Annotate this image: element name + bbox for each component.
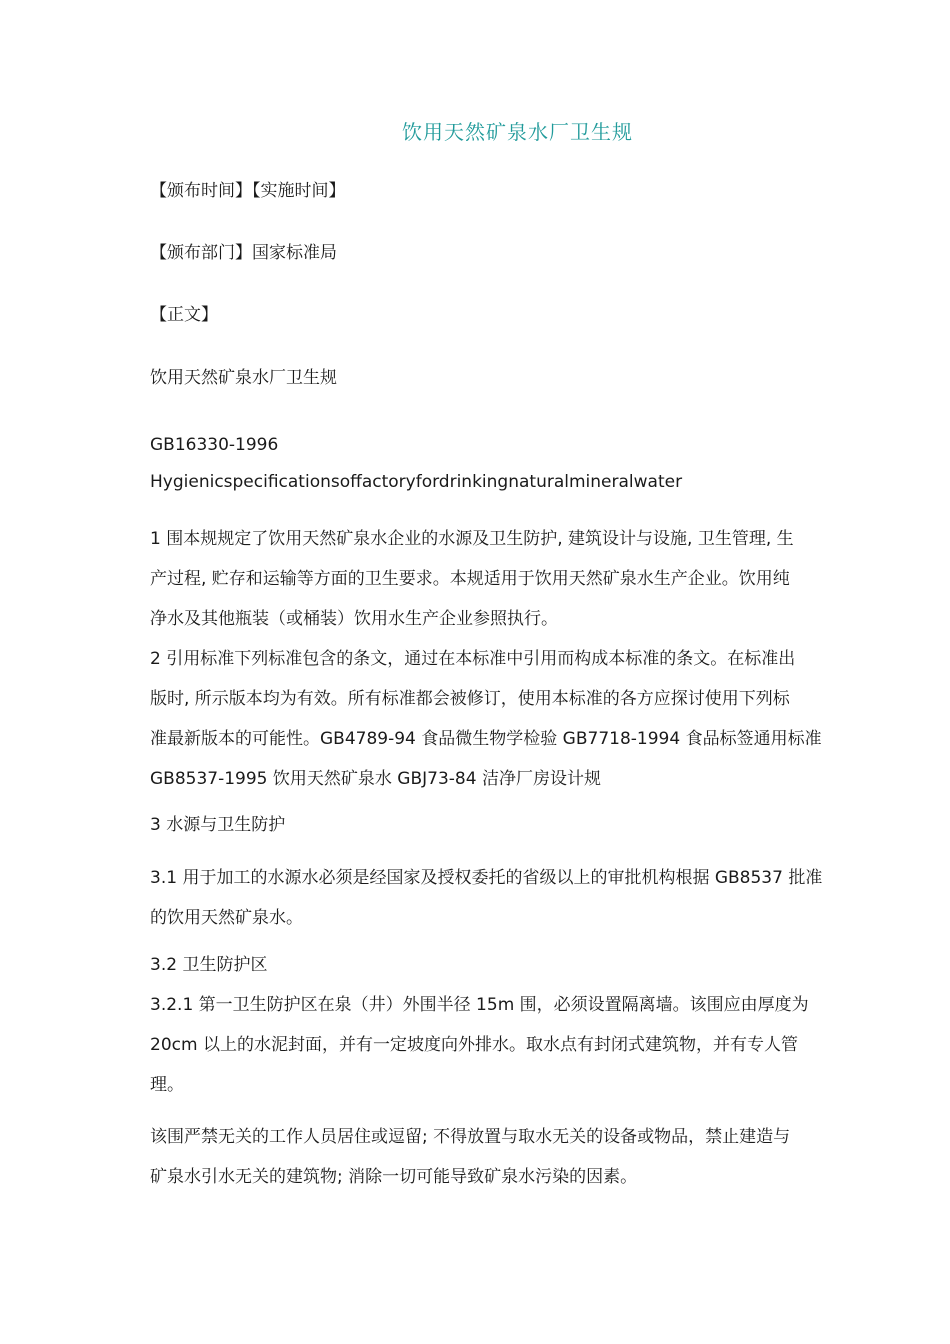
section-3-2-1-line: 3.2.1 第一卫生防护区在泉（井）外围半径 15m 围，必须设置隔离墙。该围应由厚度为 (150, 995, 809, 1015)
section-2-line: 2 引用标准下列标准包含的条文，通过在本标准中引用而构成本标准的条文。在标准出 (150, 649, 796, 669)
section-2 (150, 639, 890, 799)
section-3-2-1-line: 20cm 以上的水泥封面，并有一定坡度向外排水。取水点有封闭式建筑物，并有专人管 (150, 1035, 798, 1055)
section-3-2-1 (150, 985, 890, 1105)
section-3-heading: 3 水源与卫生防护 (150, 815, 286, 835)
meta-body-label: 【正文】 (150, 305, 218, 325)
section-2-line: 版时, 所示版本均为有效。所有标准都会被修订，使用本标准的各方应探讨使用下列标 (150, 689, 790, 709)
section-1-line: 产过程, 贮存和运输等方面的卫生要求。本规适用于饮用天然矿泉水生产企业。饮用纯 (150, 569, 790, 589)
section-3-2-1-continued-line: 矿泉水引水无关的建筑物; 消除一切可能导致矿泉水污染的因素。 (150, 1167, 638, 1187)
section-3-2-1-continued-line: 该围严禁无关的工作人员居住或逗留; 不得放置与取水无关的设备或物品，禁止建造与 (150, 1127, 791, 1147)
english-title: Hygienicspecificationsoffactoryfordrinkingnaturalmineralwater (150, 472, 683, 492)
meta-department: 【颁布部门】国家标准局 (150, 243, 337, 263)
meta-dates: 【颁布时间】【实施时间】 (150, 181, 346, 201)
section-1 (150, 519, 890, 639)
section-3-2-1-line: 理。 (150, 1075, 184, 1095)
section-2-line: GB8537-1995 饮用天然矿泉水 GBJ73-84 洁净厂房设计规 (150, 769, 601, 789)
standard-code: GB16330-1996 (150, 435, 279, 455)
section-3-1-line: 3.1 用于加工的水源水必须是经国家及授权委托的省级以上的审批机构根据 GB8537 批准 (150, 868, 823, 888)
section-3-1-line: 的饮用天然矿泉水。 (150, 908, 303, 928)
section-1-line: 净水及其他瓶装（或桶装）饮用水生产企业参照执行。 (150, 609, 558, 629)
section-2-line: 准最新版本的可能性。GB4789-94 食品微生物学检验 GB7718-1994 食品标签通用标准 (150, 729, 822, 749)
section-1-line: 1 围本规规定了饮用天然矿泉水企业的水源及卫生防护, 建筑设计与设施, 卫生管理, 生 (150, 529, 794, 549)
section-3-2-1-continued (150, 1117, 890, 1197)
section-3-1 (150, 858, 890, 938)
document-title: 饮用天然矿泉水厂卫生规 (402, 120, 633, 144)
section-3-2-heading: 3.2 卫生防护区 (150, 955, 268, 975)
document-subtitle: 饮用天然矿泉水厂卫生规 (150, 368, 337, 388)
